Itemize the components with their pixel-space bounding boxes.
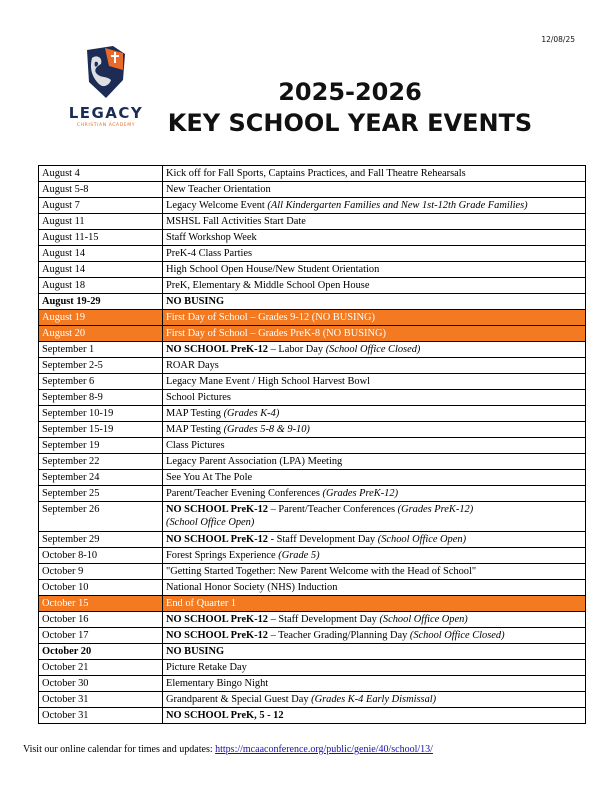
event-date: October 17 [39,628,163,644]
table-row [39,692,586,708]
event-date: October 9 [39,564,163,580]
event-text: – Teacher Grading/Planning Day [267,630,410,641]
event-text: New Teacher Orientation [166,184,271,195]
event-description [163,406,586,422]
event-text: (Grades PreK-12) [397,504,474,515]
event-text: PreK-4 Class Parties [166,248,253,259]
event-date: October 15 [39,596,163,612]
event-text: – Staff Development Day [267,614,380,625]
event-description [163,230,586,246]
event-description [163,262,586,278]
event-text: (School Office Open) [377,534,467,545]
table-row [39,278,586,294]
event-text: Legacy Parent Association (LPA) Meeting [166,456,343,467]
table-row [39,294,586,310]
table-row [39,486,586,502]
event-text: – Labor Day [267,344,326,355]
event-text: Legacy Mane Event / High School Harvest Bowl [166,376,371,387]
event-date: October 16 [39,612,163,628]
event-text: Kick off for Fall Sports, Captains Practices, and Fall Theatre Rehearsals [166,168,466,179]
table-row [39,198,586,214]
event-description [163,628,586,644]
table-row [39,214,586,230]
event-description [163,326,586,342]
event-text: NO SCHOOL PreK-12 [166,504,268,515]
table-row [39,628,586,644]
event-text: – Parent/Teacher Conferences [267,504,398,515]
event-description [163,374,586,390]
event-description [163,438,586,454]
event-text: NO SCHOOL PreK-12 [166,344,268,355]
event-text: NO SCHOOL PreK, 5 - 12 [166,710,284,721]
event-text: First Day of School – Grades 9-12 (NO BUSING) [166,312,375,323]
event-text: Elementary Bingo Night [166,678,269,689]
lion-shield-icon [83,44,129,100]
event-description [163,660,586,676]
event-date: October 30 [39,676,163,692]
event-description [163,310,586,326]
event-text: MSHSL Fall Activities Start Date [166,216,306,227]
table-row [39,262,586,278]
page-title: KEY SCHOOL YEAR EVENTS [167,109,533,137]
table-row [39,422,586,438]
table-row [39,310,586,326]
event-text: (All Kindergarten Families and New 1st-12th Grade Families) [267,200,528,211]
events-table-body [39,166,586,724]
document-date: 12/08/25 [541,35,575,44]
event-date: August 20 [39,326,163,342]
calendar-link[interactable]: https://mcaaconference.org/public/genie/40/school/13/ [215,744,433,755]
event-date: September 25 [39,486,163,502]
event-description [163,454,586,470]
table-row [39,708,586,724]
table-row [39,596,586,612]
event-text: Picture Retake Day [166,662,247,673]
event-description [163,676,586,692]
event-text: (School Office Closed) [325,344,421,355]
event-text: NO SCHOOL PreK-12 [166,534,268,545]
event-date: August 11 [39,214,163,230]
event-text: Staff Workshop Week [166,232,257,243]
event-text: "Getting Started Together: New Parent Welcome with the Head of School" [166,566,477,577]
event-description [163,564,586,580]
event-text: NO BUSING [166,296,225,307]
school-logo [66,44,146,134]
event-description [163,612,586,628]
event-date: August 7 [39,198,163,214]
table-row [39,564,586,580]
event-description [163,214,586,230]
event-description [163,390,586,406]
table-row [39,660,586,676]
event-date: October 10 [39,580,163,596]
event-date: September 15-19 [39,422,163,438]
event-text: (Grades 5-8 & 9-10) [223,424,310,435]
event-date: August 19 [39,310,163,326]
event-description [163,166,586,182]
footer-text: Visit our online calendar for times and updates: [23,744,216,755]
event-text: NO BUSING [166,646,225,657]
table-row [39,390,586,406]
event-date: October 21 [39,660,163,676]
event-description [163,644,586,660]
page-title-year: 2025-2026 [278,78,422,106]
logo-subtitle: CHRISTIAN ACADEMY [76,123,136,128]
table-row [39,580,586,596]
event-description [163,596,586,612]
event-description [163,294,586,310]
event-description [163,358,586,374]
table-row [39,502,586,532]
event-date: August 19-29 [39,294,163,310]
event-date: August 14 [39,262,163,278]
events-table [38,165,586,724]
event-text: ROAR Days [166,360,219,371]
event-text: See You At The Pole [166,472,253,483]
table-row [39,358,586,374]
event-date: October 31 [39,692,163,708]
table-row [39,454,586,470]
event-text: School Pictures [166,392,231,403]
event-date: August 4 [39,166,163,182]
event-date: August 5-8 [39,182,163,198]
footer-note [23,744,433,755]
event-description [163,342,586,358]
event-text: End of Quarter 1 [166,598,237,609]
table-row [39,342,586,358]
event-date: September 22 [39,454,163,470]
event-date: August 18 [39,278,163,294]
event-text: PreK, Elementary & Middle School Open House [166,280,370,291]
table-row [39,246,586,262]
event-text: First Day of School – Grades PreK-8 (NO BUSING) [166,328,386,339]
table-row [39,230,586,246]
event-text: Forest Springs Experience [166,550,279,561]
event-date: September 26 [39,502,163,532]
table-row [39,644,586,660]
event-text: (Grades K-4 Early Dismissal) [311,694,437,705]
event-date: September 24 [39,470,163,486]
table-row [39,182,586,198]
table-row [39,166,586,182]
event-text: (Grades K-4) [223,408,280,419]
event-description [163,182,586,198]
table-row [39,438,586,454]
event-text: MAP Testing [166,408,224,419]
event-text: (Grade 5) [278,550,320,561]
event-text: High School Open House/New Student Orientation [166,264,380,275]
event-date: October 20 [39,644,163,660]
logo-wordmark: LEGACY [68,104,144,122]
event-date: August 14 [39,246,163,262]
event-date: September 19 [39,438,163,454]
event-description [163,198,586,214]
event-text: Grandparent & Special Guest Day [166,694,312,705]
event-description [163,692,586,708]
event-text: National Honor Society (NHS) Induction [166,582,338,593]
event-text: (School Office Open) [379,614,468,625]
table-row [39,470,586,486]
event-text: NO SCHOOL PreK-12 [166,614,268,625]
event-date: September 1 [39,342,163,358]
table-row [39,548,586,564]
table-row [39,374,586,390]
event-date: October 31 [39,708,163,724]
event-date: August 11-15 [39,230,163,246]
event-text: NO SCHOOL PreK-12 [166,630,268,641]
table-row [39,326,586,342]
event-text: (School Office Open) [166,517,255,528]
table-row [39,532,586,548]
event-date: September 10-19 [39,406,163,422]
table-row [39,676,586,692]
event-date: September 6 [39,374,163,390]
event-text: (School Office Closed) [409,630,505,641]
event-description [163,580,586,596]
event-date: September 2-5 [39,358,163,374]
event-text: MAP Testing [166,424,224,435]
event-text: Class Pictures [166,440,225,451]
table-row [39,406,586,422]
event-text: Legacy Welcome Event [166,200,268,211]
event-date: September 29 [39,532,163,548]
event-description [163,486,586,502]
event-date: October 8-10 [39,548,163,564]
table-row [39,612,586,628]
event-date: September 8-9 [39,390,163,406]
event-description [163,548,586,564]
event-description [163,532,586,548]
event-description [163,470,586,486]
event-description [163,246,586,262]
event-text: Parent/Teacher Evening Conferences [166,488,323,499]
event-description [163,502,586,532]
event-description [163,422,586,438]
event-text: (Grades PreK-12) [322,488,399,499]
event-description [163,278,586,294]
event-description [163,708,586,724]
event-text: - Staff Development Day [267,534,378,545]
